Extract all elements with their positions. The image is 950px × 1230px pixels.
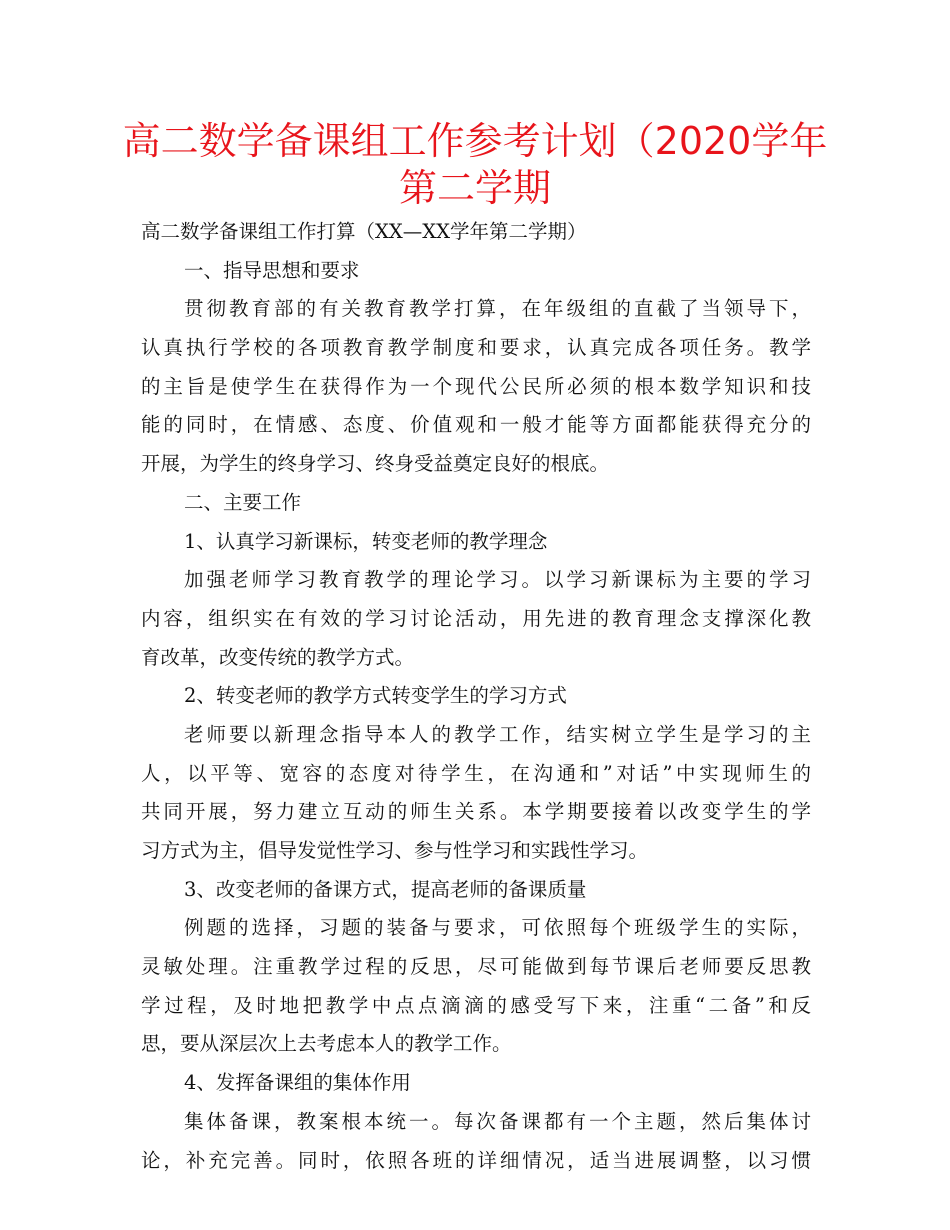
text-line: 习方式为主，倡导发觉性学习、参与性学习和实践性学习。 [141, 839, 649, 862]
text-line: 思，要从深层次上去考虑本人的教学工作。 [141, 1032, 512, 1056]
text-line: 加强老师学习教育教学的理论学习。以学习新课标为主要的学习 [184, 568, 811, 592]
text-line: 集体备课，教案根本统一。每次备课都有一个主题，然后集体讨 [184, 1109, 811, 1133]
text-line: 老师要以新理念指导本人的教学工作，结实树立学生是学习的主 [184, 722, 811, 746]
text-line: 例题的选择，习题的装备与要求，可依照每个班级学生的实际， [184, 916, 811, 940]
text-line: 内容，组织实在有效的学习讨论活动，用先进的教育理念支撑深化教 [141, 606, 811, 630]
text-line: 一、指导思想和要求 [184, 258, 360, 282]
text-line: 二、主要工作 [184, 490, 302, 514]
text-line: 认真执行学校的各项教育教学制度和要求，认真完成各项任务。教学 [141, 336, 811, 360]
title-line-2: 第二学期 [398, 166, 551, 210]
text-line: 高二数学备课组工作打算（XX—XX学年第二学期） [141, 220, 587, 243]
text-line: 学过程，及时地把教学中点点滴滴的感受写下来，注重“二备”和反 [141, 993, 811, 1017]
text-line: 能的同时，在情感、态度、价值观和一般才能等方面都能获得充分的 [141, 413, 811, 437]
title-line-1: 高二数学备课组工作参考计划（2020学年 [122, 119, 828, 163]
text-line: 开展，为学生的终身学习、终身受益奠定良好的根底。 [141, 452, 610, 476]
text-line: 论，补充完善。同时，依照各班的详细情况，适当进展调整，以习惯 [141, 1148, 811, 1172]
text-line: 的主旨是使学生在获得作为一个现代公民所必须的根本数学知识和技 [141, 374, 811, 398]
text-line: 1、认真学习新课标，转变老师的教学理念 [184, 529, 548, 553]
document-title [100, 118, 850, 212]
text-line: 人，以平等、宽容的态度对待学生，在沟通和”对话”中实现师生的 [141, 761, 811, 785]
text-line: 育改革，改变传统的教学方式。 [141, 645, 415, 669]
document-body [141, 213, 811, 1180]
text-line: 4、发挥备课组的集体作用 [184, 1071, 411, 1095]
text-line: 2、转变老师的教学方式转变学生的学习方式 [184, 684, 567, 708]
text-line: 贯彻教育部的有关教育教学打算，在年级组的直截了当领导下， [184, 297, 811, 321]
text-line: 灵敏处理。注重教学过程的反思，尽可能做到每节课后老师要反思教 [141, 955, 811, 979]
text-line: 3、改变老师的备课方式，提高老师的备课质量 [184, 877, 587, 901]
text-line: 共同开展，努力建立互动的师生关系。本学期要接着以改变学生的学 [141, 800, 811, 824]
